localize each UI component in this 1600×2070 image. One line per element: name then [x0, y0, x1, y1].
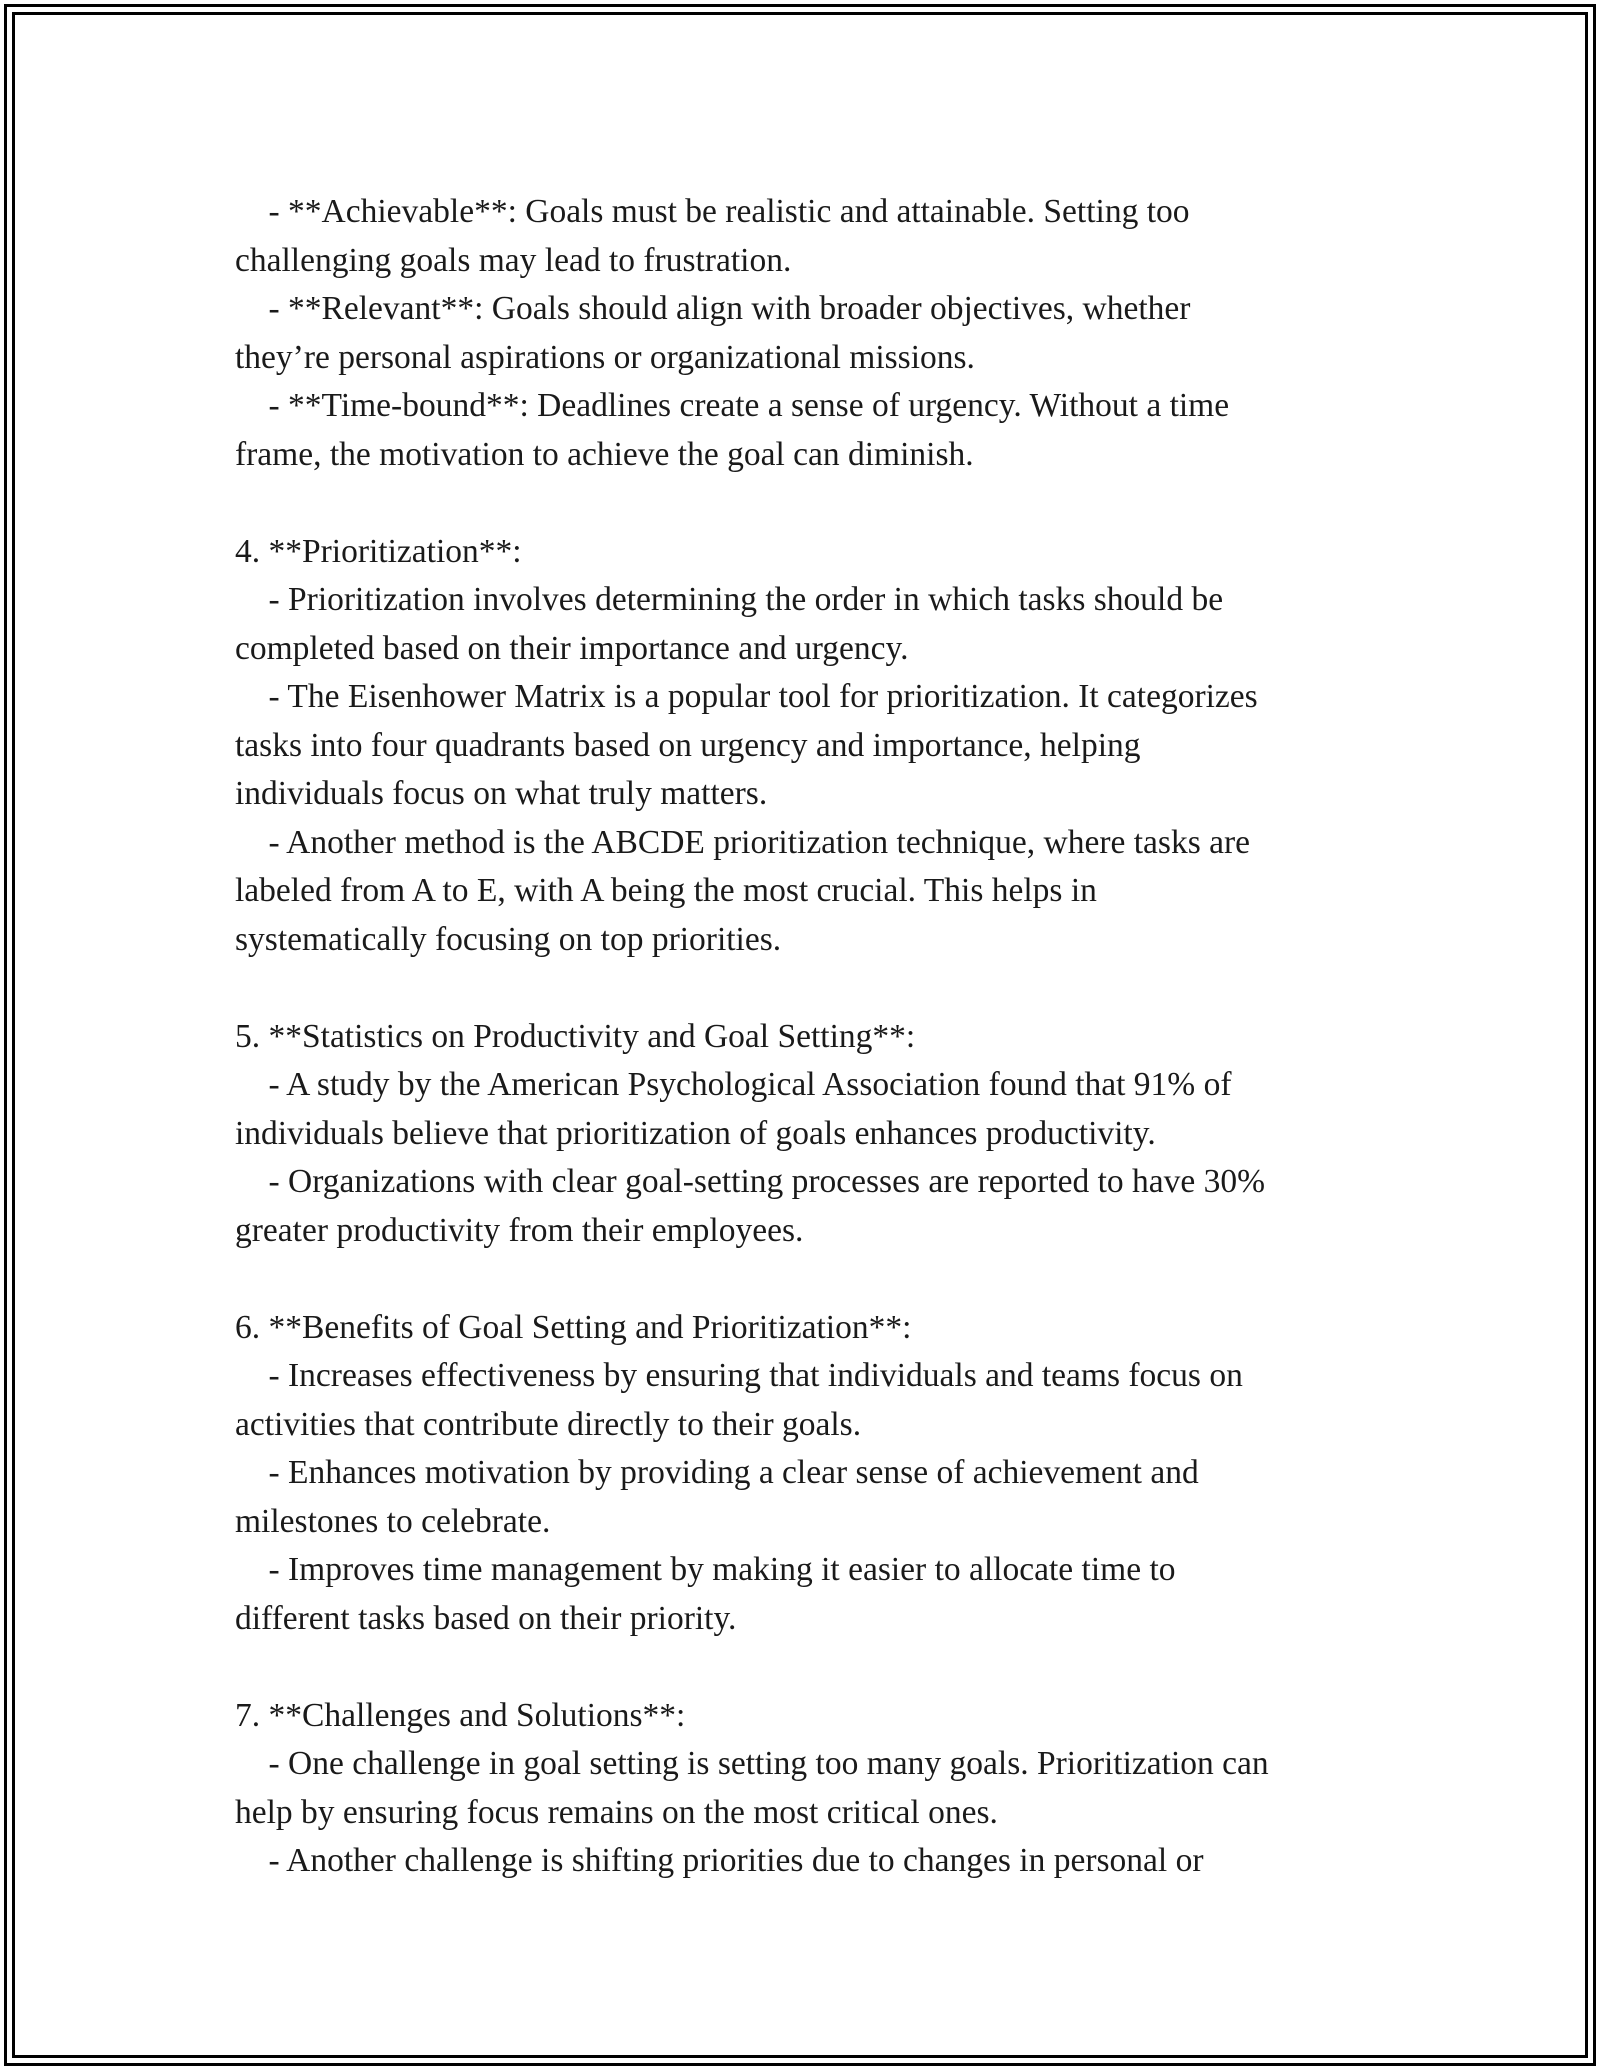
text-line: labeled from A to E, with A being the most crucial. This helps in — [235, 872, 1097, 909]
text-line: - Organizations with clear goal-setting processes are reported to have 30% — [235, 1163, 1266, 1200]
text-line: they’re personal aspirations or organizational missions. — [235, 338, 975, 376]
section-heading: 5. **Statistics on Productivity and Goal Setting**: — [235, 1017, 916, 1055]
section-heading: 7. **Challenges and Solutions**: — [235, 1696, 686, 1734]
text-line: - A study by the American Psychological Association found that 91% of — [235, 1066, 1232, 1103]
text-line: - Another method is the ABCDE prioritization technique, where tasks are — [235, 823, 1250, 861]
text-line: help by ensuring focus remains on the most critical ones. — [235, 1793, 998, 1831]
text-line: - Enhances motivation by providing a clear sense of achievement and — [235, 1454, 1199, 1491]
text-line: milestones to celebrate. — [235, 1502, 551, 1540]
document-body — [235, 188, 1375, 1886]
text-line: - One challenge in goal setting is setting too many goals. Prioritization can — [235, 1745, 1269, 1782]
text-line: greater productivity from their employees. — [235, 1211, 804, 1249]
section-heading: 4. **Prioritization**: — [235, 532, 522, 570]
text-line: activities that contribute directly to their goals. — [235, 1405, 862, 1443]
blank-line — [235, 1643, 1375, 1692]
text-line: - The Eisenhower Matrix is a popular tool for prioritization. It categorizes — [235, 678, 1258, 715]
text-line: frame, the motivation to achieve the goal can diminish. — [235, 435, 974, 473]
text-line: different tasks based on their priority. — [235, 1599, 737, 1637]
text-line: - **Relevant**: Goals should align with broader objectives, whether — [235, 290, 1191, 327]
text-line: systematically focusing on top priorities. — [235, 920, 782, 958]
blank-line — [235, 479, 1375, 528]
text-line: - Increases effectiveness by ensuring that individuals and teams focus on — [235, 1357, 1243, 1394]
text-line: - Improves time management by making it easier to allocate time to — [235, 1551, 1176, 1588]
text-line: - Another challenge is shifting priorities due to changes in personal or — [235, 1842, 1204, 1879]
text-line: completed based on their importance and urgency. — [235, 629, 909, 667]
text-line: individuals focus on what truly matters. — [235, 775, 768, 812]
text-line: - **Achievable**: Goals must be realistic and attainable. Setting too — [235, 193, 1190, 230]
blank-line — [235, 1255, 1375, 1304]
text-line: - Prioritization involves determining the order in which tasks should be — [235, 581, 1224, 618]
text-line: tasks into four quadrants based on urgency and importance, helping — [235, 726, 1141, 764]
text-line: individuals believe that prioritization of goals enhances productivity. — [235, 1114, 1156, 1152]
text-line: challenging goals may lead to frustration. — [235, 241, 792, 279]
text-line: - **Time-bound**: Deadlines create a sense of urgency. Without a time — [235, 387, 1230, 424]
section-heading: 6. **Benefits of Goal Setting and Prioritization**: — [235, 1308, 912, 1346]
blank-line — [235, 964, 1375, 1013]
